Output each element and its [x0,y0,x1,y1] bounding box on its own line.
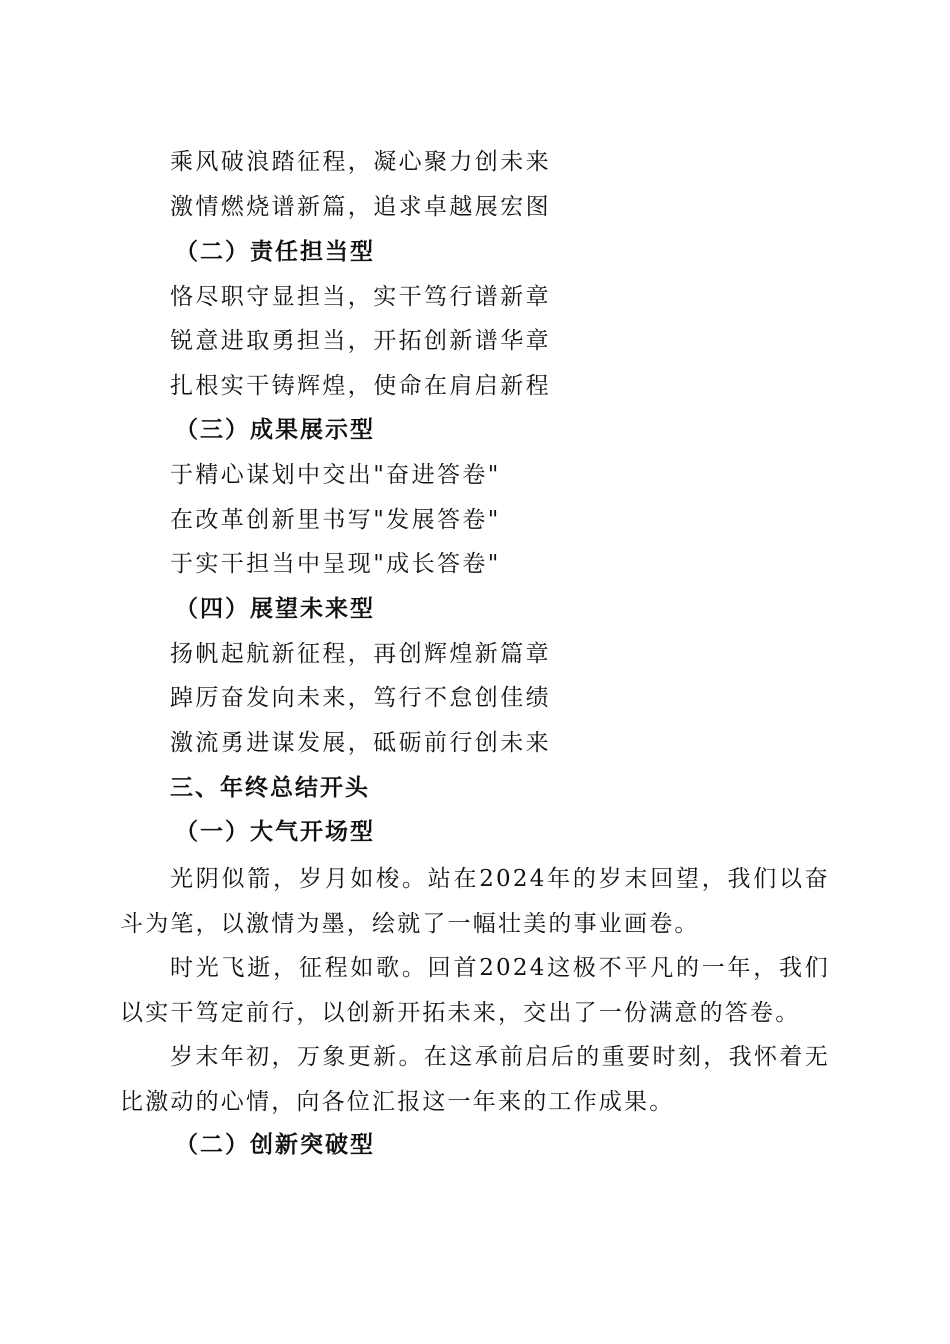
slogan-line: 锐意进取勇担当，开拓创新谱华章 [170,328,551,354]
paragraph: 岁末年初，万象更新。在这承前启后的重要时刻，我怀着无比激动的心情，向各位汇报这一年来的工作成果。 [120,1044,830,1115]
heading-results: （三）成果展示型 [175,417,375,443]
slogan-line: 扬帆起航新征程，再创辉煌新篇章 [170,641,551,667]
heading-responsibility: （二）责任担当型 [175,239,375,265]
paragraph: 光阴似箭，岁月如梭。站在2024年的岁末回望，我们以奋斗为笔，以激情为墨，绘就了一幅壮美的事业画卷。 [120,866,830,937]
heading-innovation: （二）创新突破型 [175,1132,375,1158]
slogan-line: 激流勇进谋发展，砥砺前行创未来 [170,730,551,756]
slogan-line: 乘风破浪踏征程，凝心聚力创未来 [170,149,551,175]
slogan-line: 踔厉奋发向未来，笃行不怠创佳绩 [170,685,551,711]
heading-outlook: （四）展望未来型 [175,596,375,622]
heading-grand-open: （一）大气开场型 [175,819,375,845]
paragraph: 时光飞逝，征程如歌。回首2024这极不平凡的一年，我们以实干笃定前行，以创新开拓未来，交出了一份满意的答卷。 [120,955,830,1026]
slogan-line: 扎根实干铸辉煌，使命在肩启新程 [170,373,551,399]
slogan-line: 恪尽职守显担当，实干笃行谱新章 [170,284,551,310]
slogan-line: 在改革创新里书写"发展答卷" [170,507,501,533]
slogan-line: 激情燃烧谱新篇，追求卓越展宏图 [170,194,551,220]
slogan-line: 于精心谋划中交出"奋进答卷" [170,462,501,488]
slogan-line: 于实干担当中呈现"成长答卷" [170,551,501,577]
heading-year-end: 三、年终总结开头 [170,775,370,801]
